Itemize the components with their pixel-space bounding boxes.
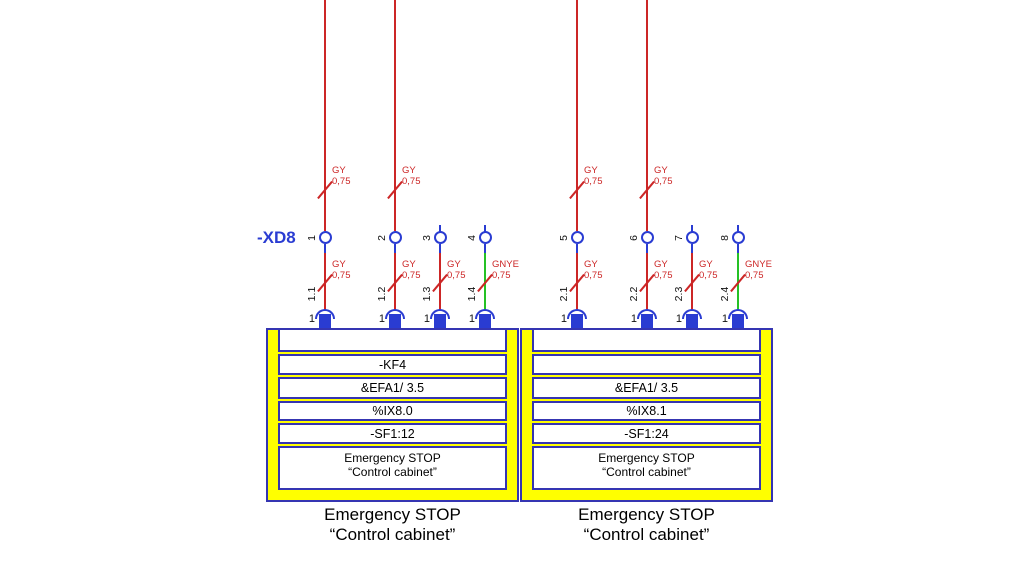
- device-box-channel1: [266, 328, 519, 502]
- incoming-wire: [576, 0, 578, 231]
- terminal-stub-bottom: [691, 244, 693, 253]
- wire-color-label-upper: GY 0,75: [584, 165, 603, 187]
- wire-number: 1.2: [376, 286, 388, 302]
- terminal-stub-bottom: [484, 244, 486, 253]
- terminal-number: 5: [558, 235, 570, 241]
- box-caption-left: [266, 505, 519, 545]
- wire-color-label-lower: GY 0,75: [332, 259, 351, 281]
- terminal-stub-bottom: [646, 244, 648, 253]
- terminal-stub-bottom: [439, 244, 441, 253]
- function-text: [532, 446, 761, 490]
- terminal-circle: [732, 231, 745, 244]
- plc-address: %IX8.0: [278, 401, 507, 421]
- wire-color-label-lower: GY 0,75: [654, 259, 673, 281]
- terminal-circle: [389, 231, 402, 244]
- connector-pin-number: 1: [560, 313, 567, 325]
- wire-color-label-lower: GNYE 0,75: [492, 259, 519, 281]
- connector-pin-number: 1: [308, 313, 315, 325]
- terminal-circle: [641, 231, 654, 244]
- incoming-wire: [324, 0, 326, 231]
- function-text-line1: Emergency STOP: [344, 451, 441, 465]
- box-caption-right: [520, 505, 773, 545]
- cross-reference: -SF1:24: [532, 423, 761, 444]
- caption-line2: “Control cabinet”: [329, 525, 456, 544]
- wire-number: 2.3: [673, 286, 685, 302]
- wire-color-label-upper: GY 0,75: [402, 165, 421, 187]
- incoming-wire: [646, 0, 648, 231]
- pin-label-row: [532, 328, 761, 352]
- terminal-circle: [319, 231, 332, 244]
- wire-number: 1.4: [466, 286, 478, 302]
- incoming-wire: [394, 0, 396, 231]
- terminal-circle: [571, 231, 584, 244]
- function-text: [278, 446, 507, 490]
- wire-number: 2.1: [558, 286, 570, 302]
- wire-color-label-lower: GY 0,75: [699, 259, 718, 281]
- terminal-strip-label: -XD8: [257, 228, 296, 247]
- terminal-stub-bottom: [324, 244, 326, 253]
- location-ref: &EFA1/ 3.5: [278, 377, 507, 399]
- terminal-number: 7: [673, 235, 685, 241]
- caption-line2: “Control cabinet”: [583, 525, 710, 544]
- device-box-table: [532, 328, 761, 490]
- terminal-circle: [686, 231, 699, 244]
- terminal-stub-bottom: [576, 244, 578, 253]
- pin-label-row: [278, 328, 507, 352]
- plc-address: %IX8.1: [532, 401, 761, 421]
- connector-pin-number: 1: [721, 313, 728, 325]
- cross-reference: -SF1:12: [278, 423, 507, 444]
- terminal-stub-bottom: [394, 244, 396, 253]
- wire-number: 1.3: [421, 286, 433, 302]
- wire-color-label-lower: GY 0,75: [584, 259, 603, 281]
- terminal-number: 2: [376, 235, 388, 241]
- caption-line1: Emergency STOP: [324, 505, 461, 524]
- terminal-number: 3: [421, 235, 433, 241]
- device-box-table: [278, 328, 507, 490]
- terminal-number: 1: [306, 235, 318, 241]
- terminal-number: 6: [628, 235, 640, 241]
- wire-number: 1.1: [306, 286, 318, 302]
- wire-color-label-lower: GY 0,75: [447, 259, 466, 281]
- wire-color-label-upper: GY 0,75: [654, 165, 673, 187]
- wire-color-label-upper: GY 0,75: [332, 165, 351, 187]
- connector-pin-number: 1: [675, 313, 682, 325]
- device-tag: [532, 354, 761, 375]
- connector-pin-number: 1: [468, 313, 475, 325]
- wire-number: 2.4: [719, 286, 731, 302]
- connector-pin-number: 1: [630, 313, 637, 325]
- wire-number: 2.2: [628, 286, 640, 302]
- terminal-stub-bottom: [737, 244, 739, 253]
- function-text-line2: “Control cabinet”: [602, 465, 691, 479]
- terminal-circle: [479, 231, 492, 244]
- caption-line1: Emergency STOP: [578, 505, 715, 524]
- function-text-line1: Emergency STOP: [598, 451, 695, 465]
- wire-color-label-lower: GNYE 0,75: [745, 259, 772, 281]
- device-tag: -KF4: [278, 354, 507, 375]
- connector-pin-number: 1: [423, 313, 430, 325]
- function-text-line2: “Control cabinet”: [348, 465, 437, 479]
- terminal-circle: [434, 231, 447, 244]
- location-ref: &EFA1/ 3.5: [532, 377, 761, 399]
- device-box-channel2: [520, 328, 773, 502]
- terminal-number: 8: [719, 235, 731, 241]
- wire-color-label-lower: GY 0,75: [402, 259, 421, 281]
- connector-pin-number: 1: [378, 313, 385, 325]
- terminal-number: 4: [466, 235, 478, 241]
